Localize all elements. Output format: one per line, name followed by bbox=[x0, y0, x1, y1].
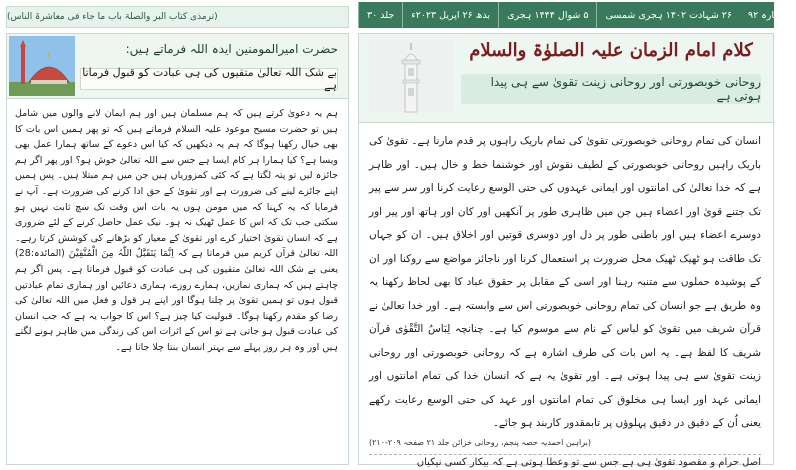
kalam-imam-section bbox=[358, 33, 774, 468]
kalam-title: کلام امام الزمان علیہ الصلوٰۃ والسلام bbox=[469, 40, 753, 61]
header-issue-number: شمارہ ۹۲ bbox=[748, 9, 788, 21]
mosque-image bbox=[9, 36, 75, 96]
kalam-reference: (براہین احمدیہ حصہ پنجم، روحانی خزائن جلد ۲۱ صفحہ ۲۰۹-۲۱۰) bbox=[369, 438, 592, 447]
issue-header bbox=[358, 2, 788, 28]
kalam-body-text: انسان کی تمام روحانی خوبصورتی تقویٰ کی تمام باریک راہوں پر قدم مارنا ہے۔ تقویٰ کی باریک راہیں روحانی خوبصورتی کے لطیف نقوش اور خوشنما خط و خال ہیں۔ اور ظاہر ہے کہ خدا تعالیٰ کی امانتوں اور ایمانی عہدوں کی حتی الوسع رعایت کرنا اور سر سے پیر تک جتنے قویٰ اور اعضاء ہیں جن میں ظاہری طور پر آنکھیں اور کان اور ہاتھ اور پیر اور دوسرے اعضاء ہیں اور باطنی طور پر دل اور دوسری قوتیں اور اخلاق ہیں۔ ان کو جہاں تک طاقت ہو ٹھیک ٹھیک محل ضرورت پر استعمال کرنا اور ناجائز مواضع سے روکنا اور ان کے پوشیدہ حملوں سے متنبہ رہنا اور اسی کے مقابل پر حقوق عباد کا بھی لحاظ رکھنا یہ وہ طریق ہے جو انسان کی تمام روحانی خوبصورتی اس سے وابستہ ہے۔ اور خدا تعالیٰ نے قرآن شریف میں تقویٰ کو لباس کے نام سے موسوم کیا ہے۔ چنانچہ لِبَاسُ التَّقْوٰی قرآن شریف کا لفظ ہے۔ یہ اس بات کی طرف اشارہ ہے کہ روحانی خوبصورتی اور روحانی زینت تقویٰ سے ہی پیدا ہوتی ہے۔ اور تقویٰ یہ ہے کہ انسان خدا کی تمام امانتوں اور ایمانی عہد اور ایسا ہی مخلوق کی تمام امانتوں اور عہد کی حتی الوسع رعایت رکھے یعنی اُن کے دقیق در دقیق پہلوؤں پر تابمقدور کاربند ہو جائے۔ bbox=[369, 135, 761, 429]
quote-heading: حضرت امیرالمومنین ایدہ اللہ فرماتے ہیں: bbox=[125, 42, 338, 56]
header-gregorian-date: بدھ ۲۶ اپریل ۲۰۲۳ء bbox=[402, 2, 498, 28]
hadith-reference-band: (ترمذی کتاب البر والصلۃ باب ما جاء فی معاشرۃ الناس) bbox=[6, 6, 349, 28]
minaret-icon bbox=[369, 40, 453, 112]
header-shamsi-date: ۲۶ شہادت ۱۴۰۲ ہجری شمسی bbox=[596, 2, 740, 28]
khalifa-quote-section bbox=[6, 33, 349, 465]
minaret-image bbox=[369, 40, 453, 112]
quote-body-text: ہم یہ دعویٰ کرتے ہیں کہ ہم مسلمان ہیں اور ہم ایمان لانے والوں میں شامل ہیں تو حضرت مسیح موعود علیہ السلام فرماتے ہیں کہ تو پھر ہمیں اس بات کا بھی خیال رکھنا ہوگا کہ ہم یہ دیکھیں کہ کیا اس دعوے کے ساتھ ہمارا عمل بھی ویسا ہے؟ کیا ہمارا ہر کام ایسا ہے جس سے اللہ تعالیٰ خوش ہو؟ اور پھر اگر ہم جائزہ لیں تو پتہ لگتا ہے کہ کئی کمزوریاں ہیں جن میں ہم مبتلا ہیں۔ پس ہمیں اپنے جائزے لینے کی ضرورت ہے اور تقویٰ کے حق ادا کرنے کی ضرورت ہے۔ آپ نے فرمایا کہ یہ کہنا کہ میں مومن ہوں یہ بات اس وقت تک سچ ثابت نہیں ہو سکتی جب تک کہ اس کا عمل ٹھیک نہ ہو۔ نیک عمل حاصل کرنے کے لئے ضروری ہے کہ انسان تقویٰ اختیار کرے اور تقویٰ کے معیار کو بڑھانے کی کوشش کرتا رہے۔ اللہ تعالیٰ قرآن کریم میں فرماتا ہے کہ اِنَّمَا یَتَقَبَّلُ اللّٰہُ مِنَ الْمُتَّقِیْنَ (المائدہ:28) یعنی بے شک اللہ تعالیٰ متقیوں کی ہی عبادت کو قبول فرماتا ہے۔ پس اگر ہم چاہتے ہیں کہ ہماری نمازیں، ہمارے روزے، ہماری دعائیں اور ہماری تمام عبادتیں قبول ہوں تو ہمیں تقویٰ پر چلنا ہوگا اور اپنے ہر قول و فعل میں اللہ تعالیٰ کی رضا کو مقدم رکھنا ہوگا۔ قبولیت کیا چیز ہے؟ اس کا جواب یہ ہے کہ جب انسان کی عبادت قبول ہو جاتی ہے تو اس کے اثرات اس کی زندگی میں ظاہر ہونے لگتے ہیں اور وہ ہر روز پہلے سے بہتر انسان بنتا چلا جاتا ہے۔ bbox=[15, 108, 338, 353]
header-volume: جلد ۳۰ bbox=[358, 2, 402, 28]
kalam-subtitle: روحانی خوبصورتی اور روحانی زینت تقویٰ سے ہی پیدا ہوتی ہے bbox=[461, 74, 761, 104]
mosque-dome-icon bbox=[9, 36, 75, 96]
quote-highlight: بے شک اللہ تعالیٰ متقیوں کی ہی عبادت کو قبول فرماتا ہے bbox=[80, 68, 338, 90]
header-hijri-date: ۵ شوال ۱۴۴۴ ہجری bbox=[498, 2, 596, 28]
next-article-line: اصل حرام و مقصود تقویٰ ہی ہے جس سے تو وعطا ہوتی ہے کہ بیکار کسی نیکیاں bbox=[369, 454, 761, 468]
